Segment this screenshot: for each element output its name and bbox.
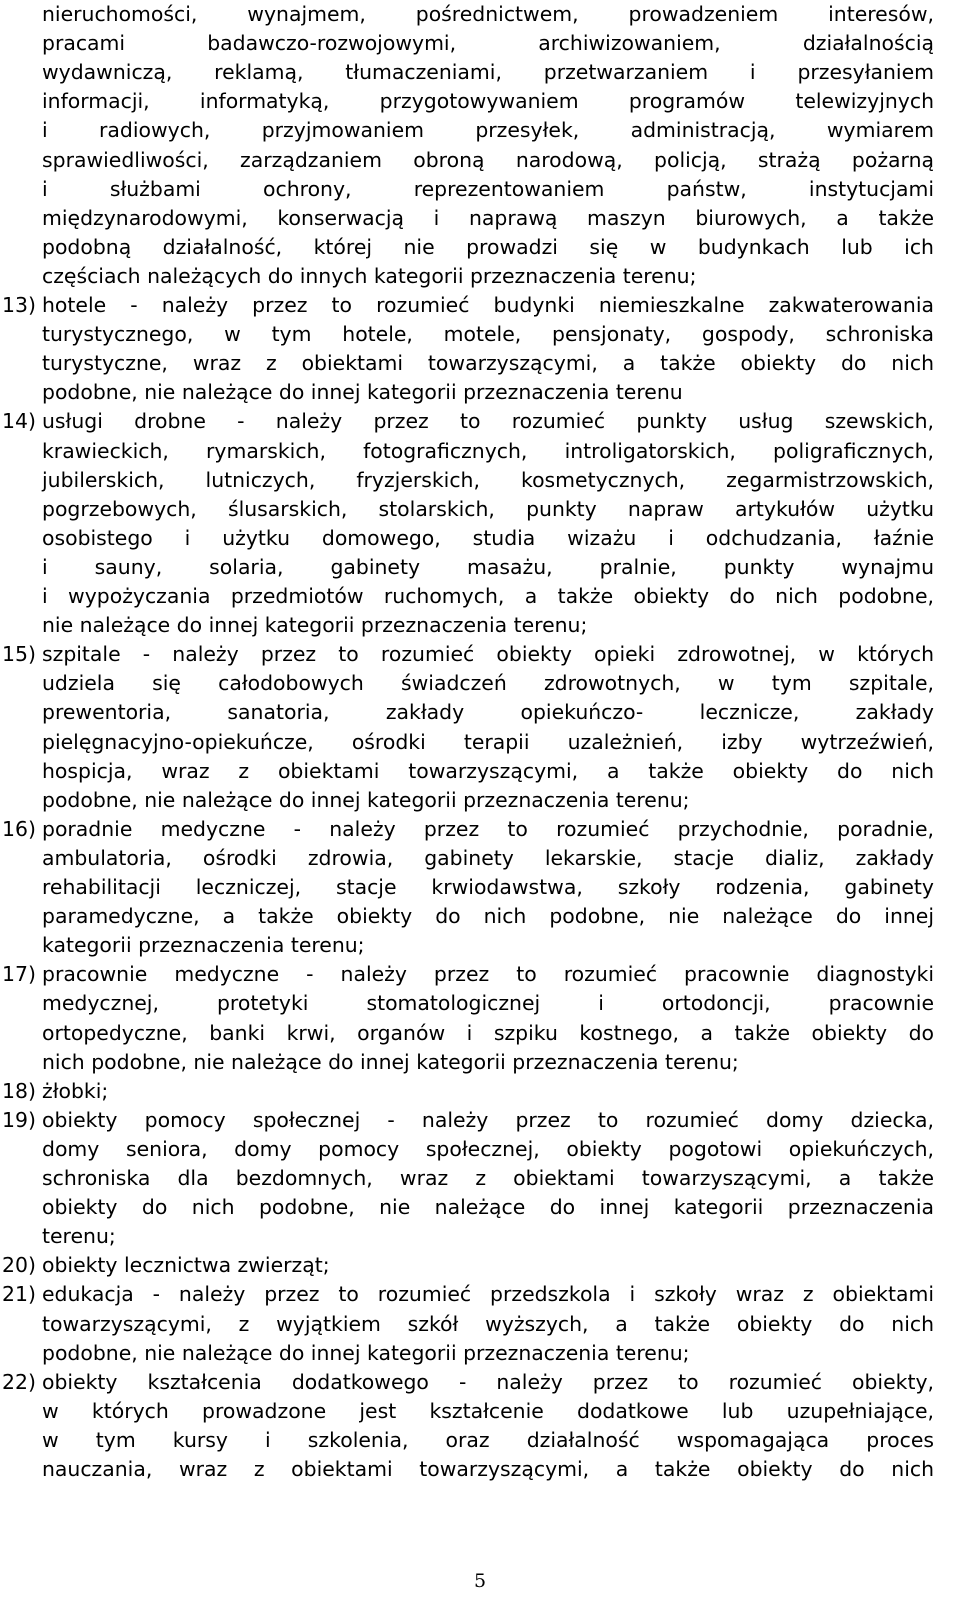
list-item-number: 20)	[2, 1253, 36, 1278]
text-line: towarzyszącymi, z wyjątkiem szkół wyższych, a także obiekty do nich	[42, 1311, 934, 1336]
list-item-number: 18)	[2, 1078, 36, 1103]
text-line: podobne, nie należące do innej kategorii przeznaczenia terenu;	[42, 1340, 690, 1365]
text-line: edukacja - należy przez to rozumieć przedszkola i szkoły wraz z obiektami	[42, 1282, 934, 1307]
text-line: nauczania, wraz z obiektami towarzyszącymi, a także obiekty do nich	[42, 1457, 934, 1481]
list-item-number: 21)	[2, 1282, 36, 1307]
text-line: obiekty lecznictwa zwierząt;	[42, 1253, 330, 1278]
text-line: pracownie medyczne - należy przez to rozumieć pracownie diagnostyki	[42, 962, 934, 987]
text-line: w których prowadzone jest kształcenie dodatkowe lub uzupełniające,	[42, 1398, 934, 1423]
text-line: podobną działalność, której nie prowadzi się w budynkach lub ich	[42, 234, 934, 259]
list-item-number: 16)	[2, 816, 36, 841]
list-item-number: 15)	[2, 642, 36, 667]
text-line: i służbami ochrony, reprezentowaniem państw, instytucjami	[42, 176, 934, 201]
text-line: hotele - należy przez to rozumieć budynki niemieszkalne zakwaterowania	[42, 293, 934, 317]
list-item-number: 17)	[2, 962, 36, 987]
text-line: nieruchomości, wynajmem, pośrednictwem, prowadzeniem interesów,	[42, 2, 934, 26]
text-line: nich podobne, nie należące do innej kategorii przeznaczenia terenu;	[42, 1049, 739, 1074]
text-line: częściach należących do innych kategorii przeznaczenia terenu;	[42, 263, 697, 288]
text-line: w tym kursy i szkolenia, oraz działalność wspomagająca proces	[42, 1427, 934, 1452]
text-line: pielęgnacyjno-opiekuńcze, ośrodki terapii uzależnień, izby wytrzeźwień,	[42, 729, 934, 754]
text-line: szpitale - należy przez to rozumieć obiekty opieki zdrowotnej, w których	[42, 642, 934, 667]
text-line: pogrzebowych, ślusarskich, stolarskich, punkty napraw artykułów użytku	[42, 496, 934, 521]
text-line: i wypożyczania przedmiotów ruchomych, a także obiekty do nich podobne,	[42, 584, 934, 608]
text-line: krawieckich, rymarskich, fotograficznych, introligatorskich, poligraficznych,	[42, 438, 934, 463]
list-item-number: 14)	[2, 409, 36, 434]
text-line: obiekty kształcenia dodatkowego - należy przez to rozumieć obiekty,	[42, 1369, 934, 1394]
list-item-number: 19)	[2, 1107, 36, 1132]
text-line: domy seniora, domy pomocy społecznej, obiekty pogotowi opiekuńczych,	[42, 1136, 934, 1161]
text-line: usługi drobne - należy przez to rozumieć punkty usług szewskich,	[42, 409, 934, 434]
text-line: prewentoria, sanatoria, zakłady opiekuńczo- lecznicze, zakłady	[42, 700, 934, 725]
text-line: informacji, informatyką, przygotowywaniem programów telewizyjnych	[42, 89, 934, 114]
text-line: osobistego i użytku domowego, studia wizażu i odchudzania, łaźnie	[42, 525, 934, 550]
text-line: jubilerskich, lutniczych, fryzjerskich, kosmetycznych, zegarmistrzowskich,	[42, 467, 934, 492]
text-line: rehabilitacji leczniczej, stacje krwiodawstwa, szkoły rodzenia, gabinety	[42, 875, 934, 899]
text-line: turystycznego, w tym hotele, motele, pensjonaty, gospody, schroniska	[42, 322, 934, 347]
text-line: pracami badawczo-rozwojowymi, archiwizowaniem, działalnością	[42, 31, 934, 56]
text-line: obiekty do nich podobne, nie należące do innej kategorii przeznaczenia	[42, 1195, 934, 1220]
text-line: sprawiedliwości, zarządzaniem obroną narodową, policją, strażą pożarną	[42, 147, 934, 172]
text-line: poradnie medyczne - należy przez to rozumieć przychodnie, poradnie,	[42, 816, 934, 841]
list-item-number: 22)	[2, 1369, 36, 1394]
text-line: wydawniczą, reklamą, tłumaczeniami, przetwarzaniem i przesyłaniem	[42, 60, 934, 85]
text-line: medycznej, protetyki stomatologicznej i ortodoncji, pracownie	[42, 991, 934, 1016]
list-item-number: 13)	[2, 293, 36, 317]
text-line: hospicja, wraz z obiektami towarzyszącymi, a także obiekty do nich	[42, 758, 934, 783]
text-line: ortopedyczne, banki krwi, organów i szpiku kostnego, a także obiekty do	[42, 1020, 934, 1045]
text-line: paramedyczne, a także obiekty do nich podobne, nie należące do innej	[42, 904, 934, 929]
text-line: turystyczne, wraz z obiektami towarzyszącymi, a także obiekty do nich	[42, 351, 934, 376]
text-line: nie należące do innej kategorii przeznaczenia terenu;	[42, 613, 588, 638]
text-line: terenu;	[42, 1224, 116, 1249]
text-line: obiekty pomocy społecznej - należy przez to rozumieć domy dziecka,	[42, 1107, 934, 1132]
text-line: i sauny, solaria, gabinety masażu, pralnie, punkty wynajmu	[42, 554, 934, 579]
text-line: kategorii przeznaczenia terenu;	[42, 933, 365, 958]
text-line: ambulatoria, ośrodki zdrowia, gabinety lekarskie, stacje dializ, zakłady	[42, 845, 934, 870]
text-line: podobne, nie należące do innej kategorii przeznaczenia terenu;	[42, 787, 690, 812]
text-line: międzynarodowymi, konserwacją i naprawą maszyn biurowych, a także	[42, 205, 934, 230]
text-line: schroniska dla bezdomnych, wraz z obiektami towarzyszącymi, a także	[42, 1166, 934, 1190]
text-line: udziela się całodobowych świadczeń zdrowotnych, w tym szpitale,	[42, 671, 934, 696]
text-line: podobne, nie należące do innej kategorii przeznaczenia terenu	[42, 380, 683, 405]
page-number: 5	[473, 1570, 487, 1592]
text-line: żłobki;	[42, 1078, 109, 1103]
text-line: i radiowych, przyjmowaniem przesyłek, administracją, wymiarem	[42, 118, 934, 143]
